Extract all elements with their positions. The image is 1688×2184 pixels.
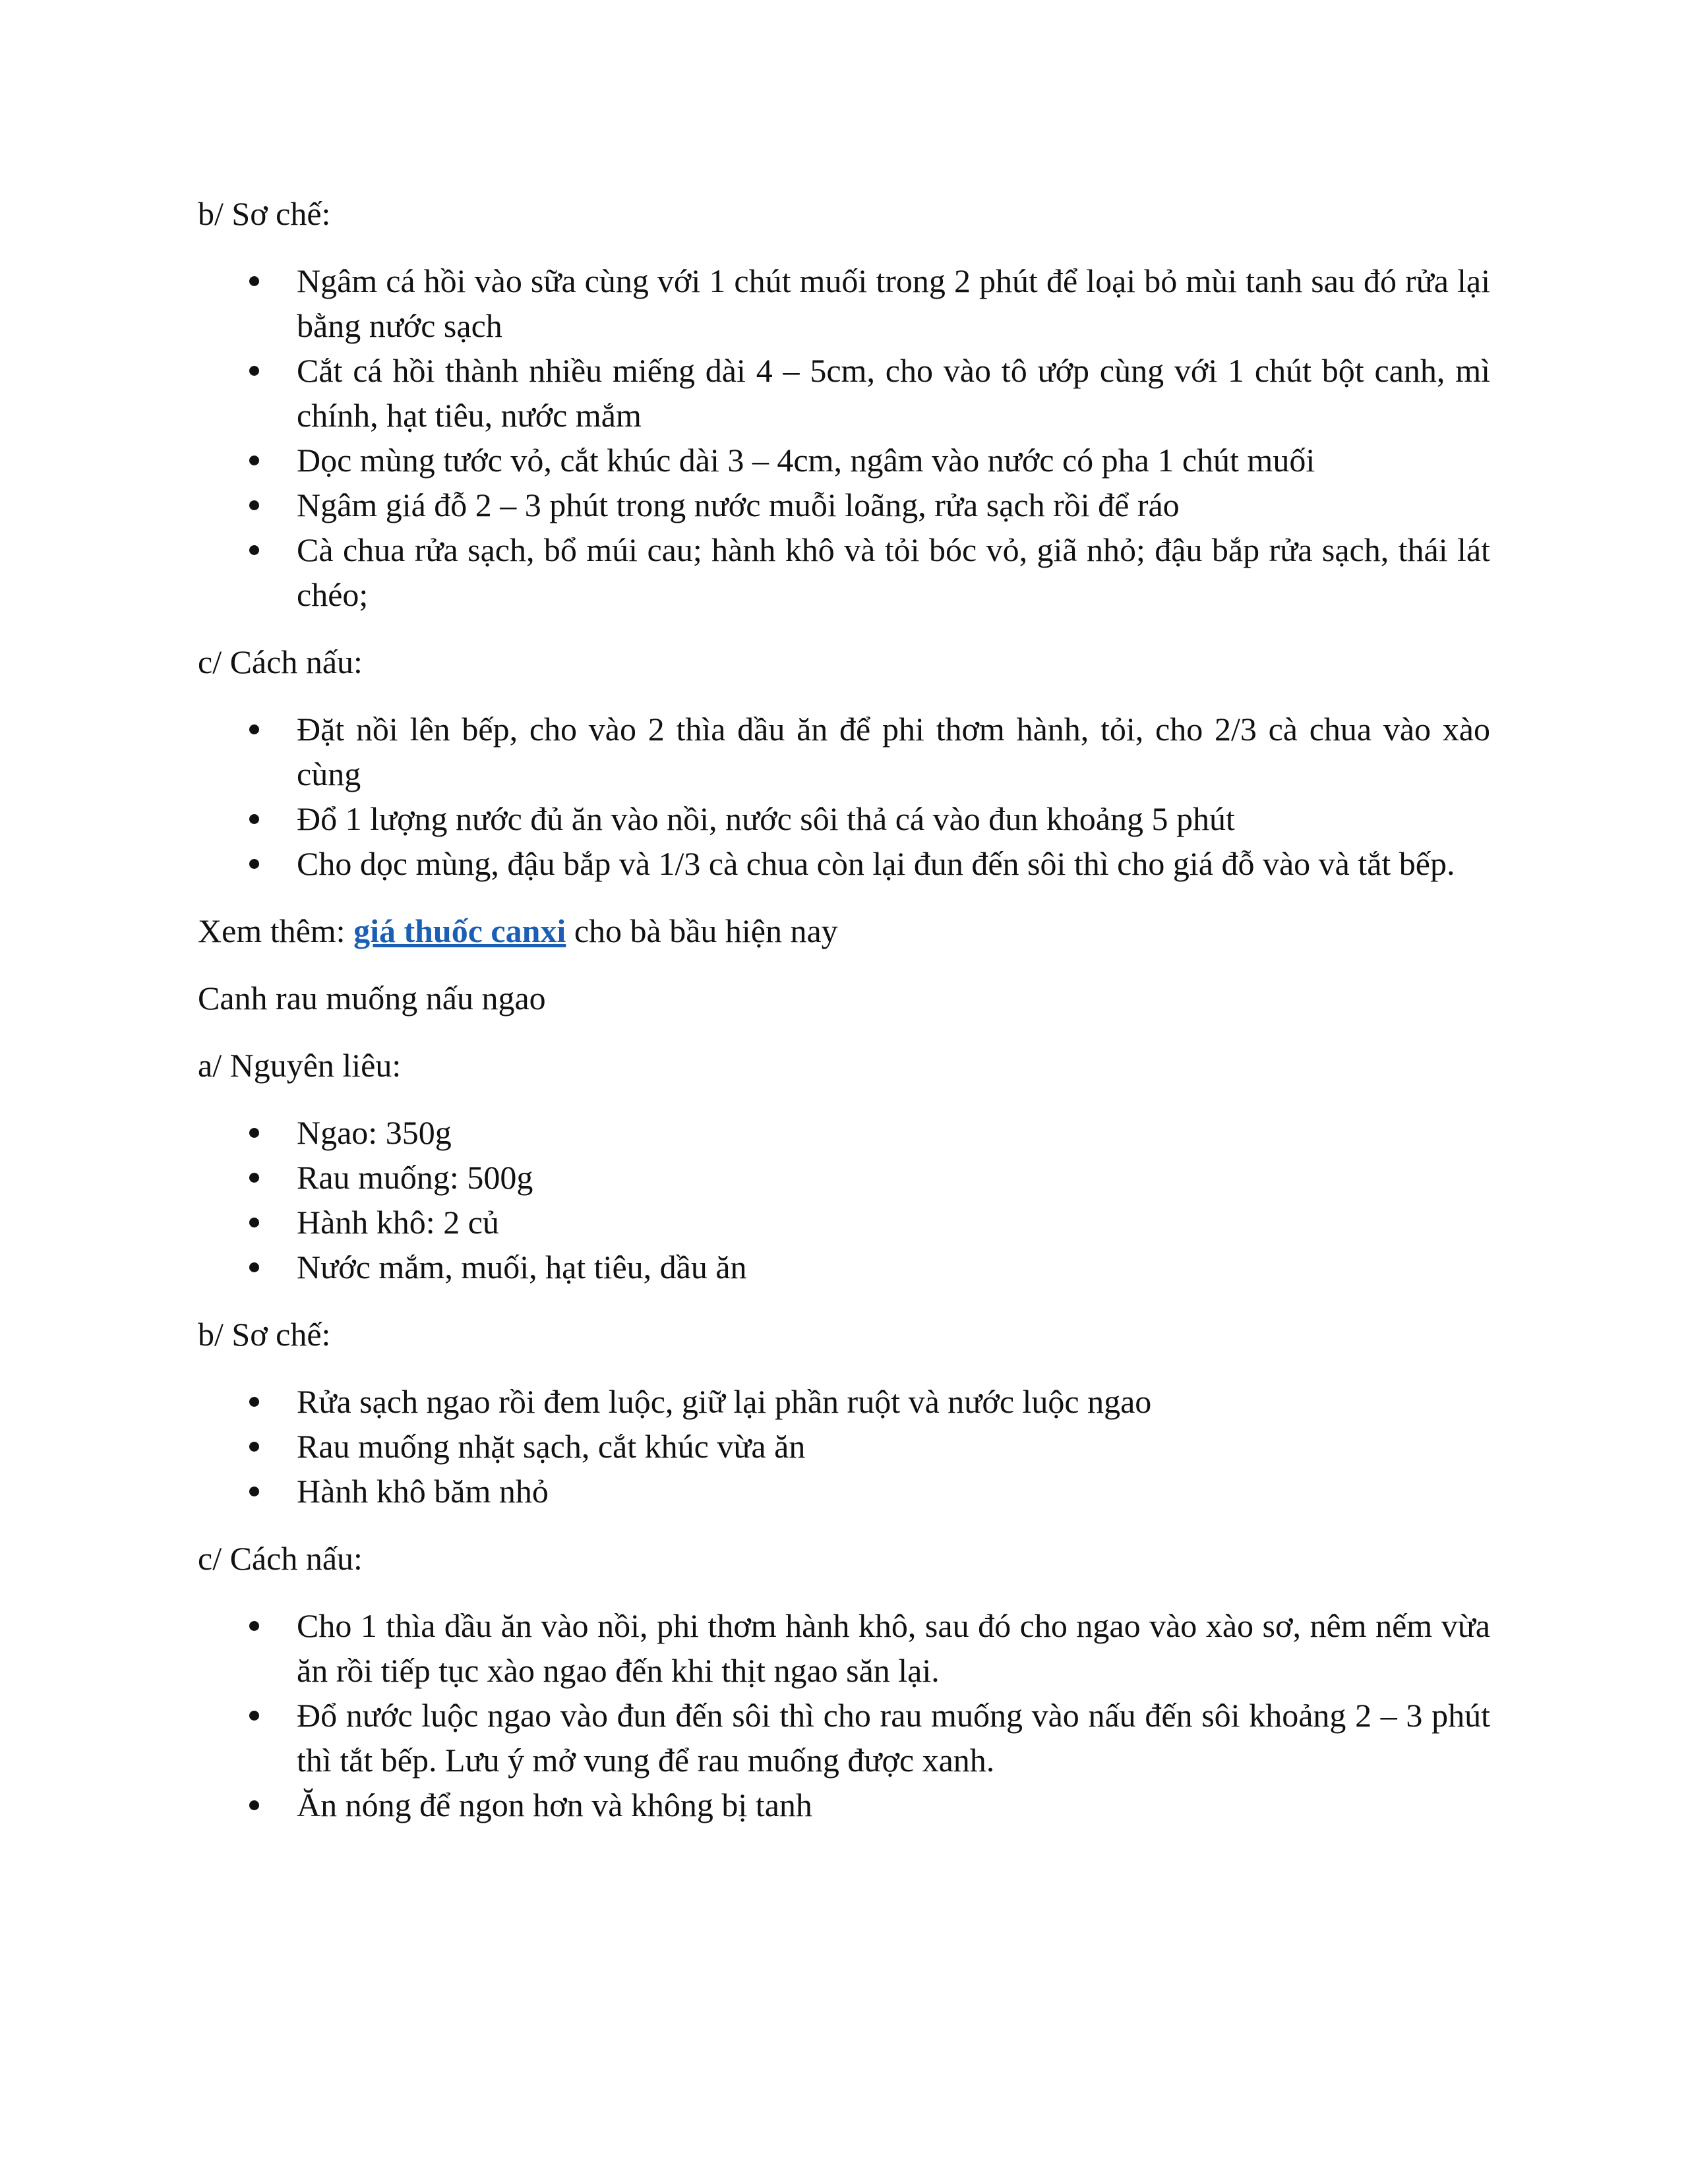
ingredients-list: [198, 1110, 1490, 1289]
section-heading-so-che: b/ Sơ chế:: [198, 195, 331, 232]
bullet-icon: [249, 1487, 259, 1496]
list-item: Ngao: 350g: [198, 1110, 1490, 1155]
section-heading-so-che-2: b/ Sơ chế:: [198, 1316, 331, 1353]
section-heading-cach-nau: c/ Cách nấu:: [198, 643, 363, 680]
list-item: Dọc mùng tước vỏ, cắt khúc dài 3 – 4cm, ngâm vào nước có pha 1 chút muối: [198, 438, 1490, 483]
list-item: Rau muống nhặt sạch, cắt khúc vừa ăn: [198, 1424, 1490, 1469]
section-heading-nguyen-lieu: a/ Nguyên liêu:: [198, 1047, 402, 1084]
list-item: Rửa sạch ngao rồi đem luộc, giữ lại phần ruột và nước luộc ngao: [198, 1379, 1490, 1424]
bullet-icon: [249, 814, 259, 824]
list-item: Đặt nồi lên bếp, cho vào 2 thìa dầu ăn để phi thơm hành, tỏi, cho 2/3 cà chua vào xào cùng: [198, 707, 1490, 796]
bullet-icon: [249, 1800, 259, 1810]
bullet-icon: [249, 859, 259, 869]
recipe-title: Canh rau muống nấu ngao: [198, 980, 546, 1017]
bullet-icon: [249, 1711, 259, 1721]
bullet-icon: [249, 724, 259, 734]
bullet-icon: [249, 366, 259, 376]
list-item: Rau muống: 500g: [198, 1155, 1490, 1200]
prep-list: [198, 258, 1490, 617]
section-heading-cach-nau-2: c/ Cách nấu:: [198, 1540, 363, 1577]
bullet-icon: [249, 545, 259, 555]
list-item: Nước mắm, muối, hạt tiêu, dầu ăn: [198, 1245, 1490, 1289]
list-item: Cho dọc mùng, đậu bắp và 1/3 cà chua còn lại đun đến sôi thì cho giá đỗ vào và tắt bếp.: [198, 841, 1490, 886]
list-item: Cắt cá hồi thành nhiều miếng dài 4 – 5cm, cho vào tô ướp cùng với 1 chút bột canh, mì chính, hạt tiêu, nước mắm: [198, 348, 1490, 438]
list-item: Ăn nóng để ngon hơn và không bị tanh: [198, 1783, 1490, 1827]
list-item: Cà chua rửa sạch, bổ múi cau; hành khô và tỏi bóc vỏ, giã nhỏ; đậu bắp rửa sạch, thái lát chéo;: [198, 527, 1490, 617]
bullet-icon: [249, 1442, 259, 1452]
list-item: Hành khô băm nhỏ: [198, 1469, 1490, 1514]
document-page: [198, 191, 1490, 1850]
bullet-icon: [249, 456, 259, 465]
bullet-icon: [249, 1218, 259, 1227]
list-item: Ngâm cá hồi vào sữa cùng với 1 chút muối trong 2 phút để loại bỏ mùi tanh sau đó rửa lại bằng nước sạch: [198, 258, 1490, 348]
bullet-icon: [249, 1262, 259, 1272]
cooking-list-2: [198, 1603, 1490, 1827]
bullet-icon: [249, 1397, 259, 1407]
see-more-link[interactable]: giá thuốc canxi: [353, 912, 566, 949]
bullet-icon: [249, 1128, 259, 1138]
bullet-icon: [249, 1173, 259, 1183]
bullet-icon: [249, 500, 259, 510]
list-item: Ngâm giá đỗ 2 – 3 phút trong nước muỗi loãng, rửa sạch rồi để ráo: [198, 483, 1490, 527]
list-item: Hành khô: 2 củ: [198, 1200, 1490, 1245]
list-item: Cho 1 thìa dầu ăn vào nồi, phi thơm hành khô, sau đó cho ngao vào xào sơ, nêm nếm vừa ăn rồi tiếp tục xào ngao đến khi thịt ngao săn lại.: [198, 1603, 1490, 1693]
see-more-line: Xem thêm: giá thuốc canxi cho bà bầu hiện nay: [198, 912, 838, 949]
prep-list-2: [198, 1379, 1490, 1514]
bullet-icon: [249, 1621, 259, 1631]
list-item: Đổ nước luộc ngao vào đun đến sôi thì cho rau muống vào nấu đến sôi khoảng 2 – 3 phút thì tắt bếp. Lưu ý mở vung để rau muống được xanh.: [198, 1693, 1490, 1783]
bullet-icon: [249, 276, 259, 286]
list-item: Đổ 1 lượng nước đủ ăn vào nồi, nước sôi thả cá vào đun khoảng 5 phút: [198, 796, 1490, 841]
cooking-list: [198, 707, 1490, 886]
